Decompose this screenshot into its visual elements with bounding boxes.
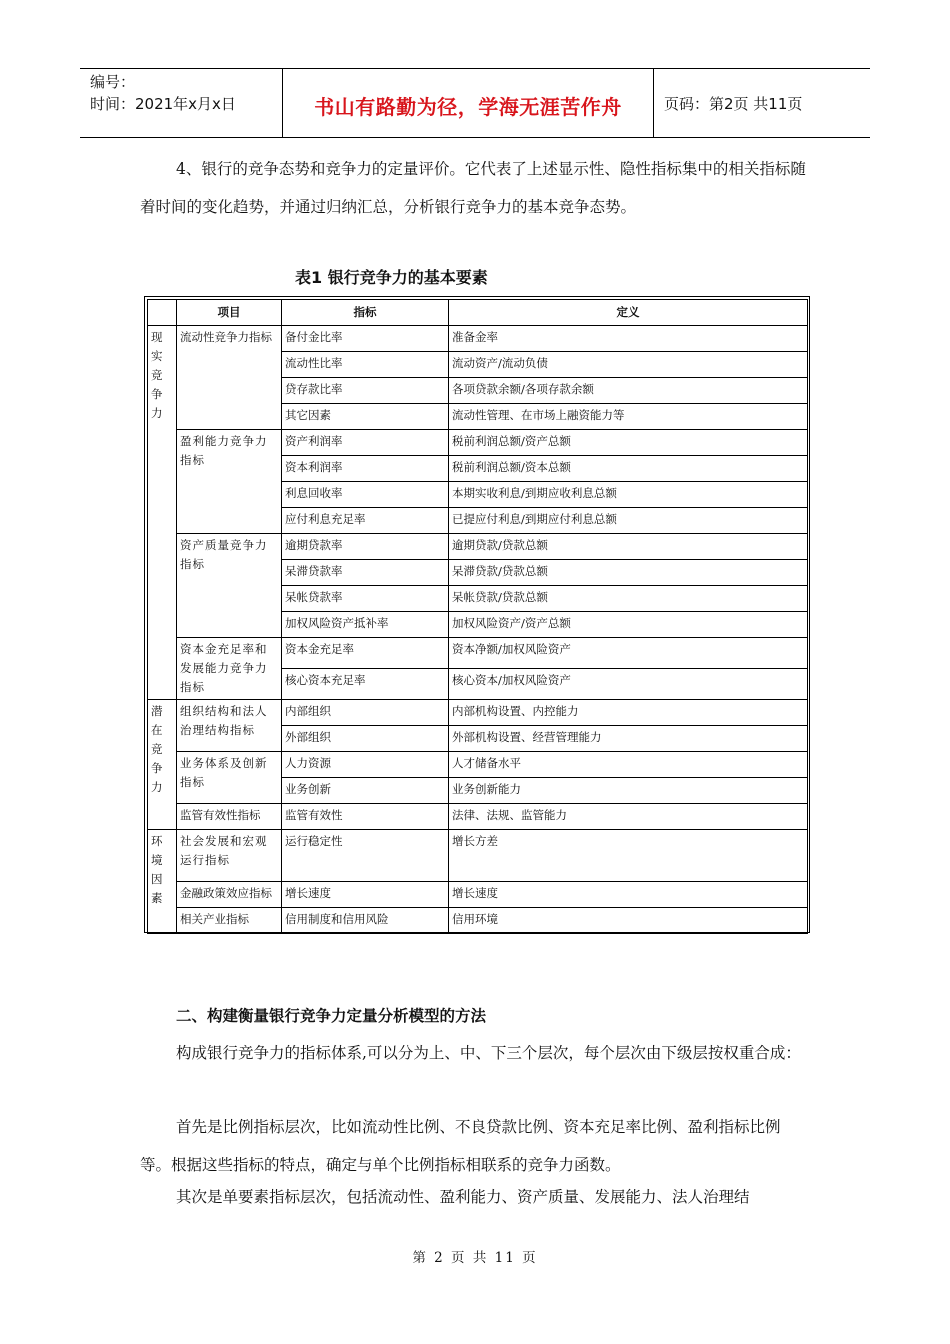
table-row [148,700,808,726]
indicator-cell: 呆帐贷款率 [282,586,449,612]
indicator-cell: 内部组织 [282,700,449,726]
header-time: 时间：2021年x月x日 [90,95,236,113]
header-definition: 定义 [449,300,808,326]
indicator-cell: 人力资源 [282,752,449,778]
indicator-cell: 资产利润率 [282,430,449,456]
table-row [148,752,808,778]
definition-cell: 流动资产/流动负债 [449,352,808,378]
table-row [148,430,808,456]
header-indicator: 指标 [282,300,449,326]
table-row [148,326,808,352]
table-row [148,534,808,560]
definition-cell: 呆滞贷款/贷款总额 [449,560,808,586]
group-asset-quality: 资产质量竞争力指标 [177,534,282,638]
indicator-cell: 监管有效性 [282,804,449,830]
definition-cell: 本期实收利息/到期应收利息总额 [449,482,808,508]
table-row [148,830,808,882]
indicator-cell: 备付金比率 [282,326,449,352]
group-governance: 组织结构和法人治理结构指标 [177,700,282,752]
category-real-competitiveness: 现实竞争力 [148,326,177,700]
header-blank [148,300,177,326]
page-footer: 第 2 页 共 11 页 [412,1250,538,1266]
header-number: 编号： [90,73,136,91]
table-header-row [148,300,808,326]
group-supervision: 监管有效性指标 [177,804,282,830]
definition-cell: 已提应付利息/到期应付利息总额 [449,508,808,534]
group-business-innovation: 业务体系及创新指标 [177,752,282,804]
definition-cell: 加权风险资产/资产总额 [449,612,808,638]
group-profitability: 盈利能力竞争力指标 [177,430,282,534]
category-environment: 环境因素 [148,830,177,934]
definition-cell: 逾期贷款/贷款总额 [449,534,808,560]
definition-cell: 外部机构设置、经营管理能力 [449,726,808,752]
definition-cell: 法律、法规、监管能力 [449,804,808,830]
header-left [90,71,236,115]
indicator-cell: 资本利润率 [282,456,449,482]
indicator-cell: 贷存款比率 [282,378,449,404]
header-motto: 书山有路勤为径，学海无涯苦作舟 [314,95,622,119]
definition-cell: 准备金率 [449,326,808,352]
definition-cell: 税前利润总额/资本总额 [449,456,808,482]
indicator-cell: 其它因素 [282,404,449,430]
indicator-cell: 资本金充足率 [282,638,449,669]
indicator-cell: 运行稳定性 [282,830,449,882]
definition-cell: 流动性管理、在市场上融资能力等 [449,404,808,430]
category-potential-competitiveness: 潜在竞争力 [148,700,177,830]
definition-cell: 业务创新能力 [449,778,808,804]
indicator-cell: 业务创新 [282,778,449,804]
header-item: 项目 [177,300,282,326]
paragraph-indicator-system: 构成银行竞争力的指标体系,可以分为上、中、下三个层次，每个层次由下级层按权重合成： [176,1044,801,1062]
group-macro: 社会发展和宏观运行指标 [177,830,282,882]
group-financial-policy: 金融政策效应指标 [177,882,282,908]
page-header [80,68,870,138]
definition-cell: 资本净额/加权风险资产 [449,638,808,669]
group-capital-adequacy: 资本金充足率和发展能力竞争力指标 [177,638,282,700]
definition-cell: 各项贷款余额/各项存款余额 [449,378,808,404]
definition-cell: 增长方差 [449,830,808,882]
table-row [148,804,808,830]
definition-cell: 税前利润总额/资产总额 [449,430,808,456]
indicator-cell: 核心资本充足率 [282,669,449,700]
definition-cell: 增长速度 [449,882,808,908]
header-page-code: 页码：第2页 共11页 [664,95,803,113]
definition-cell: 内部机构设置、内控能力 [449,700,808,726]
table-row [148,882,808,908]
paragraph-single-factor-level: 其次是单要素指标层次，包括流动性、盈利能力、资产质量、发展能力、法人治理结 [176,1188,750,1206]
table-row [148,908,808,934]
indicator-cell: 增长速度 [282,882,449,908]
indicator-cell: 外部组织 [282,726,449,752]
section-heading: 二、构建衡量银行竞争力定量分析模型的方法 [176,1007,487,1025]
indicator-cell: 呆滞贷款率 [282,560,449,586]
definition-cell: 呆帐贷款/贷款总额 [449,586,808,612]
table-row [148,638,808,669]
definition-cell: 人才储备水平 [449,752,808,778]
definition-cell: 核心资本/加权风险资产 [449,669,808,700]
indicator-cell: 利息回收率 [282,482,449,508]
indicator-cell: 流动性比率 [282,352,449,378]
group-related-industry: 相关产业指标 [177,908,282,934]
paragraph-competitive-situation: 4、银行的竞争态势和竞争力的定量评价。它代表了上述显示性、隐性指标集中的相关指标随着时间的变化趋势，并通过归纳汇总，分析银行竞争力的基本竞争态势。 [140,160,806,216]
indicator-cell: 逾期贷款率 [282,534,449,560]
bank-competitiveness-table [147,299,808,934]
table-frame [144,296,810,933]
indicator-cell: 加权风险资产抵补率 [282,612,449,638]
table-caption: 表1 银行竞争力的基本要素 [295,268,488,287]
paragraph-ratio-level: 首先是比例指标层次，比如流动性比例、不良贷款比例、资本充足率比例、盈利指标比例等。根据这些指标的特点，确定与单个比例指标相联系的竞争力函数。 [140,1118,781,1174]
group-liquidity: 流动性竞争力指标 [177,326,282,430]
header-divider [653,69,654,137]
indicator-cell: 应付利息充足率 [282,508,449,534]
definition-cell: 信用环境 [449,908,808,934]
indicator-cell: 信用制度和信用风险 [282,908,449,934]
